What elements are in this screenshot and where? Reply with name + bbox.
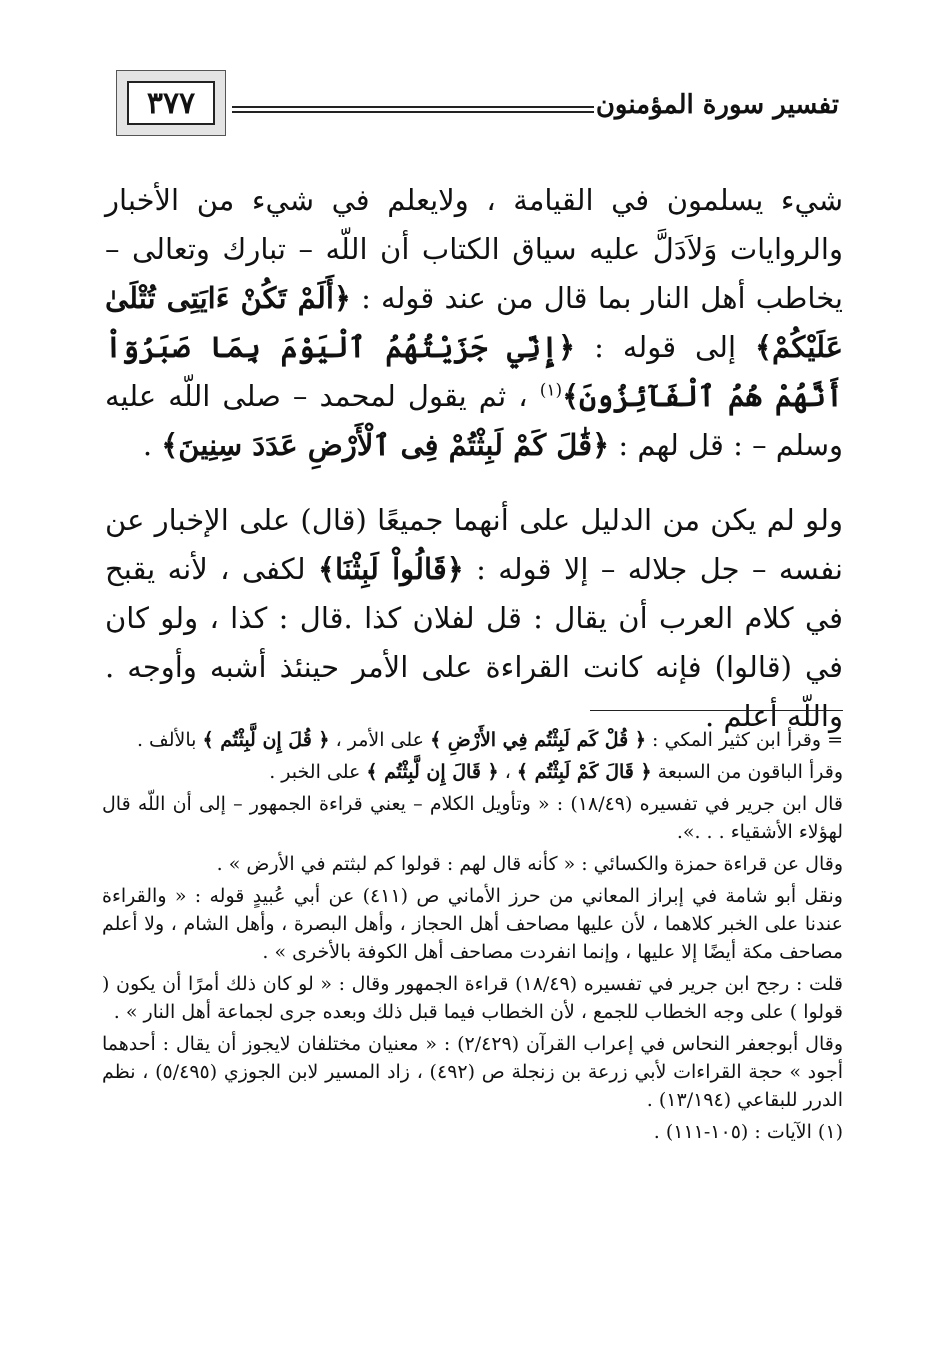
header-rule-top [232,106,594,108]
running-title: تفسير سورة المؤمنون [595,90,839,120]
note-text: وقرأ الباقون من السبعة [651,761,843,783]
text-run: إلى قوله : [575,330,756,364]
footnote-6: قلت : رجح ابن جرير في تفسيره (١٨/٤٩) قراءة الجمهور وقال : « لو كان ذلك أمرًا أن يكون ( قولوا ) على وجه الخطاب للجمع ، لأن الخطاب فيما قبل ذلك وبعده جرى لجماعة أهل النار » . [102,973,843,1023]
paragraph-2 [105,496,843,741]
footnote-2 [102,758,843,786]
quran-verse: ﴿ قَالَ إِن لَّبِثْتُم ﴾ [366,761,499,783]
note-text: على الخبر . [269,761,367,783]
header-rule-bottom [232,111,594,113]
footnote-7: وقال أبوجعفر النحاس في إعراب القرآن (٢/٤٢٩) : « معنيان مختلفان لايجوز أن يقال : أحدهما أجود » حجة القراءات لأبي زرعة بن زنجلة ص (٤٩٢) ، زاد المسير لابن الجوزي (٥/٤٩٥) ، نظم الدرر للبقاعي (١٣/١٩٤) . [102,1033,843,1111]
footnote-5: ونقل أبو شامة في إبراز المعاني من حرز الأماني ص (٤١١) عن أبي عُبيدٍ قوله : « والقراءة عندنا على الخبر كلاهما ، لأن عليها مصاحف أهل الحجاز ، وأهل البصرة ، وأهل الشام ، ولا أعلم مصاحف مكة أيضًا إلا عليها ، وإنما انفردت مصاحف أهل الكوفة بالأخرى » . [102,885,843,963]
text-run: شيء يسلمون في القيامة ، ولايعلم في شيء من الأخبار والروايات وَلاَدَلَّ عليه سياق الكتاب أن اللّه – تبارك وتعالى – يخاطب أهل النار بما قال من عند قوله : [105,183,843,315]
quran-verse: ﴿قَٰلَ كَمْ لَبِثْتُمْ فِى ٱلْأَرْضِ عَدَدَ سِنِينَ﴾ [161,428,610,462]
note-text: على الأمر ، [329,729,431,751]
page-number: ٣٧٧ [127,81,215,125]
text-run: لكفى ، لأنه يقبح في كلام العرب أن يقال : قل لفلان كذا .قال : كذا ، ولو كان في (قالوا) فإنه كانت القراءة على الأمر حينئذ أشبه وأوجه . واللّه أعلم . [105,552,843,733]
footnote-4: وقال عن قراءة حمزة والكسائي : « كأنه قال لهم : قولوا كم لبثتم في الأرض » . [216,853,843,875]
quran-verse: ﴿قَالُواْ لَبِثْنَا﴾ [317,552,464,586]
text-run: ، ثم يقول لمحمد – صلى اللّه عليه وسلم – : قل لهم : [105,379,843,462]
quran-verse: ﴿ قَالَ كَمْ لَبِثْتُم ﴾ [516,761,652,783]
footnote-separator [590,710,843,711]
note-text: بالألف . [136,729,203,751]
quran-verse: ﴿ قُلَ إِن لَّبِثْتُم ﴾ [202,729,330,751]
paragraph-1 [105,176,843,470]
note-text: = وقرأ ابن كثير المكي : [646,729,843,751]
page-header [0,0,949,180]
footnote-3: قال ابن جرير في تفسيره (١٨/٤٩) : « وتأويل الكلام – يعني قراءة الجمهور – إلى أن اللّه قال لهؤلاء الأشقياء . . .». [102,793,843,843]
footnotes [102,726,843,1150]
text-run: . [142,428,162,462]
footnote-ref: (١) [539,380,563,401]
page-number-frame [116,70,226,136]
main-text [105,176,843,767]
footnote-8: (١) الآيات : (١٠٥-١١١) . [653,1121,843,1143]
quran-verse: ﴿إِنِّي جَزَيْتُهُمُ ٱلْيَوْمَ بِمَا صَبَرُوٓاْ أَنَّهُمْ هُمُ ٱلْفَآئِزُونَ﴾ [105,330,843,413]
text-run: ولو لم يكن من الدليل على أنهما جميعًا (قال) على الإخبار عن نفسه – جل جلاله – إلا قوله : [105,503,843,586]
quran-verse: ﴿ قُلْ كَم لَبِثْتُم فِي الأَرْضِ ﴾ [430,729,646,751]
footnote-1 [102,726,843,754]
note-text: ، [498,761,517,783]
quran-verse: ﴿أَلَمْ تَكُنْ ءَايَتِى تُتْلَىٰ عَلَيْكُمْ﴾ [105,281,843,364]
